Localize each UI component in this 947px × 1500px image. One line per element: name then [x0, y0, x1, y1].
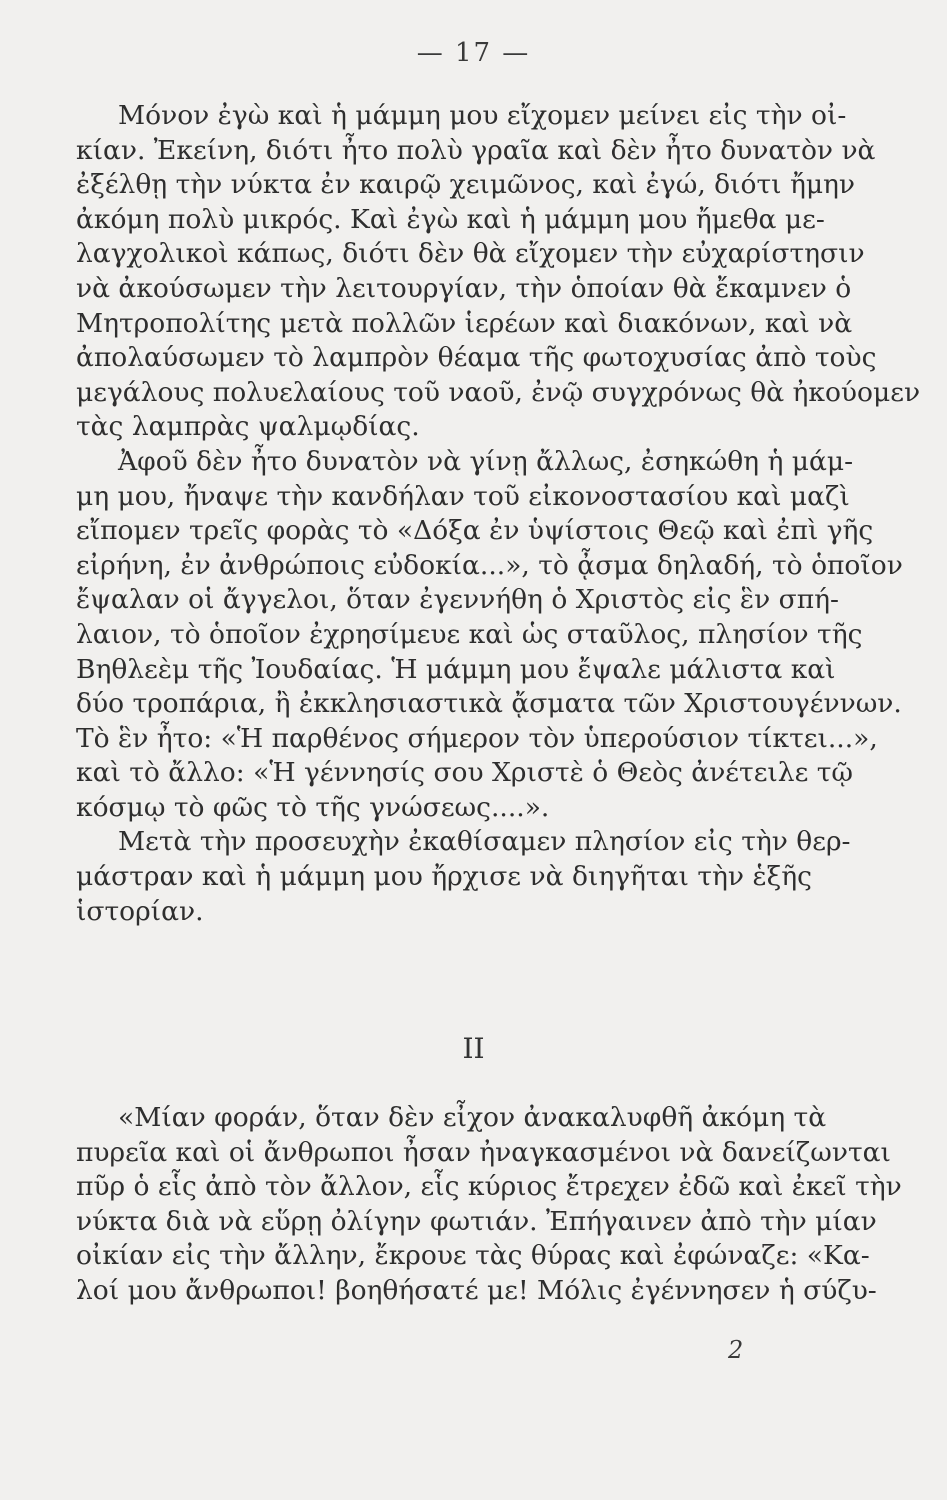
text-line: πῦρ ὁ εἷς ἀπὸ τὸν ἄλλον, εἷς κύριος ἔτρεχεν ἐδῶ καὶ ἐκεῖ τὴν: [76, 1171, 902, 1203]
text-line: Μετὰ τὴν προσευχὴν ἐκαθίσαμεν πλησίον εἰς τὴν θερ-: [118, 826, 851, 858]
text-line: λαιον, τὸ ὁποῖον ἐχρησίμευε καὶ ὡς σταῦλος, πλησίον τῆς: [76, 618, 863, 650]
text-line: μεγάλους πολυελαίους τοῦ ναοῦ, ἐνῷ συγχρόνως θὰ ἠκούομεν: [76, 376, 921, 408]
text-line: μάστραν καὶ ἡ μάμμη μου ἤρχισε νὰ διηγῆται τὴν ἑξῆς: [76, 861, 812, 893]
text-line: εἰρήνη, ἐν ἀνθρώποις εὐδοκία...», τὸ ᾆσμα δηλαδή, τὸ ὁποῖον: [76, 549, 903, 581]
text-line: ἔψαλαν οἱ ἄγγελοι, ὅταν ἐγεννήθη ὁ Χριστὸς εἰς ἓν σπή-: [76, 584, 840, 616]
text-line: ἀκόμη πολὺ μικρός. Καὶ ἐγὼ καὶ ἡ μάμμη μου ἤμεθα με-: [76, 203, 825, 235]
signature-mark: 2: [728, 1336, 744, 1364]
text-line: τὰς λαμπρὰς ψαλμῳδίας.: [76, 411, 420, 443]
text-line: νύκτα διὰ νὰ εὕρῃ ὀλίγην φωτιάν. Ἐπήγαινεν ἀπὸ τὴν μίαν: [76, 1205, 877, 1237]
text-line: νὰ ἀκούσωμεν τὴν λειτουργίαν, τὴν ὁποίαν θὰ ἔκαμνεν ὁ: [76, 272, 852, 304]
text-line: εἴπομεν τρεῖς φορὰς τὸ «Δόξα ἐν ὑψίστοις Θεῷ καὶ ἐπὶ γῆς: [76, 515, 874, 547]
text-line: ἐξέλθῃ τὴν νύκτα ἐν καιρῷ χειμῶνος, καὶ ἐγώ, διότι ἤμην: [76, 169, 856, 201]
text-line: οἰκίαν εἰς τὴν ἄλλην, ἔκρουε τὰς θύρας καὶ ἐφώναζε: «Κα-: [76, 1240, 870, 1272]
text-line: Βηθλεὲμ τῆς Ἰουδαίας. Ἡ μάμμη μου ἔψαλε μάλιστα καὶ: [76, 653, 836, 685]
main-text: [76, 99, 921, 929]
section-heading: II: [462, 1032, 485, 1065]
text-line: «Μίαν φοράν, ὅταν δὲν εἶχον ἀνακαλυφθῆ ἀκόμη τὰ: [118, 1102, 827, 1133]
text-line: Μόνον ἐγὼ καὶ ἡ μάμμη μου εἴχομεν μείνει εἰς τὴν οἰ-: [118, 100, 847, 131]
text-line: μη μου, ἤναψε τὴν κανδήλαν τοῦ εἰκονοστασίου καὶ μαζὶ: [76, 480, 850, 512]
text-line: κίαν. Ἐκείνη, διότι ἦτο πολὺ γραῖα καὶ δὲν ἦτο δυνατὸν νὰ: [76, 134, 876, 166]
text-line: δύο τροπάρια, ἢ ἐκκλησιαστικὰ ᾄσματα τῶν Χριστουγέννων.: [76, 688, 902, 720]
page-number: — 17 —: [416, 38, 531, 68]
section-text: [76, 1101, 902, 1309]
text-line: Μητροπολίτης μετὰ πολλῶν ἱερέων καὶ διακόνων, καὶ νὰ: [76, 307, 853, 339]
text-line: καὶ τὸ ἄλλο: «Ἡ γέννησίς σου Χριστὲ ὁ Θεὸς ἀνέτειλε τῷ: [76, 757, 854, 789]
text-line: πυρεῖα καὶ οἱ ἄνθρωποι ἦσαν ἠναγκασμένοι νὰ δανείζωνται: [76, 1136, 891, 1168]
text-line: λαγχολικοὶ κάπως, διότι δὲν θὰ εἴχομεν τὴν εὐχαρίστησιν: [76, 238, 865, 270]
text-line: Ἀφοῦ δὲν ἦτο δυνατὸν νὰ γίνῃ ἄλλως, ἐσηκώθη ἡ μάμ-: [118, 445, 854, 477]
text-line: λοί μου ἄνθρωποι! βοηθήσατέ με! Μόλις ἐγέννησεν ἡ σύζυ-: [76, 1274, 877, 1306]
text-line: κόσμῳ τὸ φῶς τὸ τῆς γνώσεως....».: [76, 791, 550, 823]
text-line: ἱστορίαν.: [76, 895, 204, 927]
text-line: ἀπολαύσωμεν τὸ λαμπρὸν θέαμα τῆς φωτοχυσίας ἀπὸ τοὺς: [76, 342, 877, 374]
text-line: Τὸ ἓν ἦτο: «Ἡ παρθένος σήμερον τὸν ὑπερούσιον τίκτει...»,: [76, 722, 878, 754]
